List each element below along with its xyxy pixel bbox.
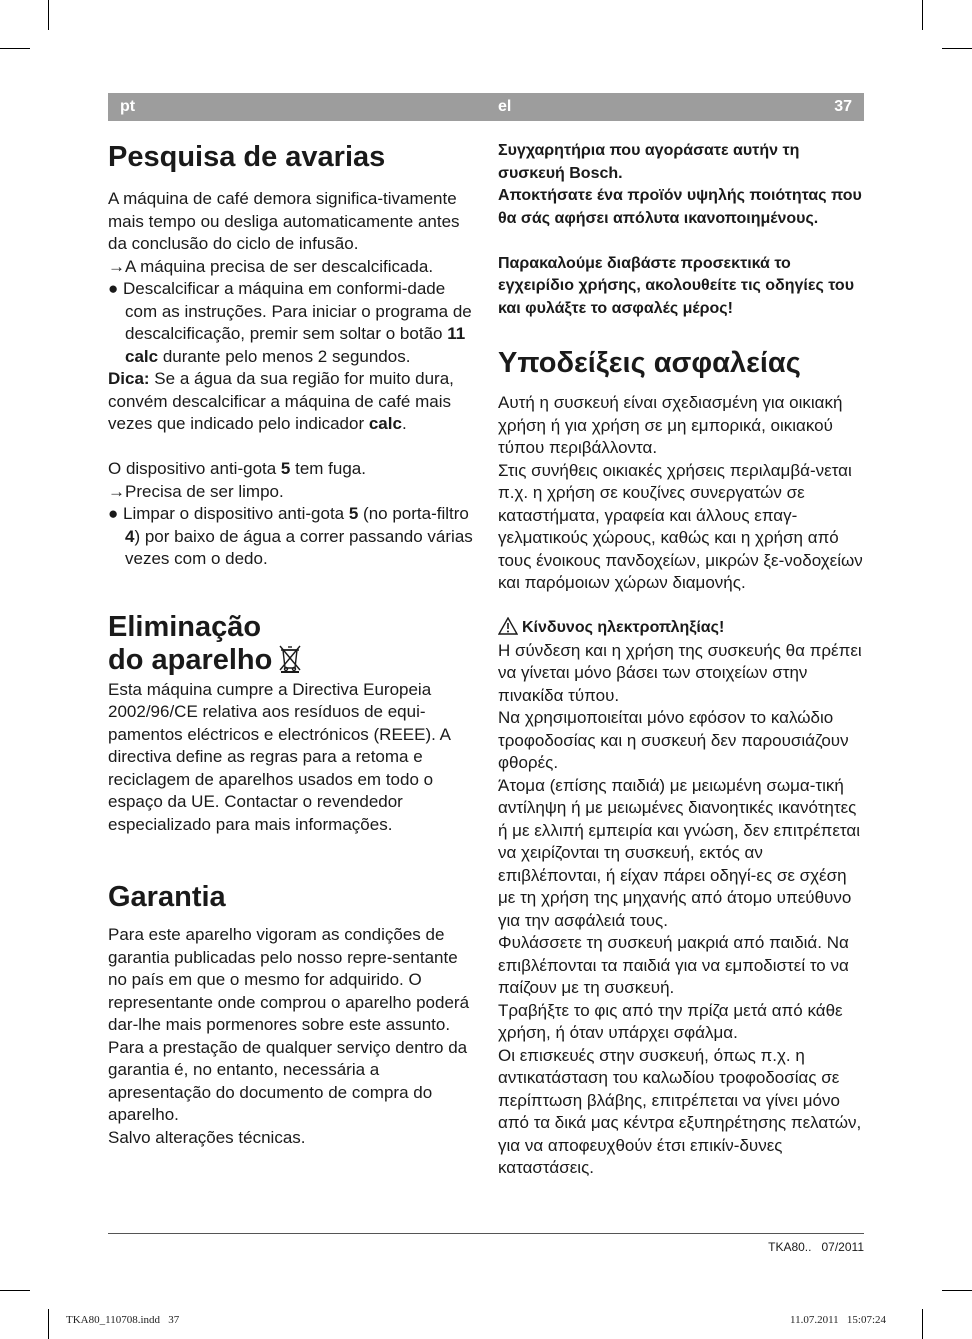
section-title-disposal: Eliminação do aparelho bbox=[108, 612, 478, 676]
language-left: pt bbox=[120, 98, 136, 115]
paragraph: Οι επισκευές στην συσκευή, όπως π.χ. η αντικατάσταση του καλωδίου τροφοδοσίας σε περίπτωση βλάβης, επιτρέπεται να γίνει μόνο από τα δικά μας κέντρα εξυπηρέτησης πελατών, για να αποφευχθούν έτσι επικίν-δυνες καταστάσεις. bbox=[498, 1045, 862, 1177]
paragraph: A máquina de café demora significa-tivamente mais tempo ou desliga automaticamente antes da conclusão do ciclo de infusão. bbox=[108, 189, 460, 253]
bullet-item: ● Descalcificar a máquina em conformi-dade com as instruções. Para iniciar o programa de descalcificação, premir sem soltar o botão 11 calc durante pelo menos 2 segundos. bbox=[108, 279, 472, 366]
section-title-safety: Υποδείξεις ασφαλείας bbox=[498, 347, 801, 379]
paragraph: Esta máquina cumpre a Directiva Europeia 2002/96/CE relativa aos resíduos de equi-pamentos eléctricos e electrónicos (REEE). A directiva define as regras para a retoma e reciclagem de aparelhos usados em todo o espaço da UE. Contactar o revendedor especializado para mais informações. bbox=[108, 679, 451, 834]
warning-title: Κίνδυνος ηλεκτροπληξίας! bbox=[498, 617, 868, 640]
paragraph: Αυτή η συσκευή είναι σχεδιασμένη για οικιακή χρήση ή για χρήση σε μη εμπορικά, οικιακού τύπου περιβάλλοντα. bbox=[498, 393, 843, 457]
right-column bbox=[498, 140, 868, 1180]
warning-triangle-icon bbox=[498, 617, 518, 635]
bullet-item: ● Limpar o dispositivo anti-gota 5 (no porta-filtro 4) por baixo de água a correr passando várias vezes com o dedo. bbox=[108, 504, 473, 568]
paragraph: Να χρησιμοποιείται μόνο εφόσον το καλώδιο τροφοδοσίας και η συσκευή δεν παρουσιάζουν φθορές. bbox=[498, 708, 849, 772]
crop-mark bbox=[942, 48, 972, 49]
paragraph: Η σύνδεση και η χρήση της συσκευής θα πρέπει να γίνεται μόνο βάσει των στοιχείων στην πινακίδα τύπου. bbox=[498, 640, 862, 705]
section-title-warranty: Garantia bbox=[108, 881, 226, 913]
bullet-icon: ● bbox=[108, 504, 123, 523]
arrow-item: →A máquina precisa de ser descalcificada. bbox=[108, 256, 434, 276]
crop-mark bbox=[48, 0, 49, 30]
crop-mark bbox=[0, 48, 30, 49]
print-slug-file: TKA80_110708.indd 37 bbox=[66, 1314, 180, 1326]
paragraph: O dispositivo anti-gota 5 tem fuga. bbox=[108, 459, 366, 478]
crop-mark bbox=[0, 1290, 30, 1291]
crop-mark bbox=[922, 0, 923, 30]
model-code: TKA80.. bbox=[768, 1240, 812, 1254]
paragraph: Άτομα (επίσης παιδιά) με μειωμένη σωμα-τική αντίληψη ή με μειωμένες διανοητικές ικανότητες ή με ελλιπή εμπειρία και γνώση, δεν επιτρέπεται να χειρίζονται τη συσκευή, εκτός αν επιβλέπονται, ή είχαν πάρει οδηγί-ες σε σχέση με τη χρήση της μηχανής από άτομο υπεύθυνο για την ασφάλειά τους. bbox=[498, 775, 860, 930]
edition-date: 07/2011 bbox=[821, 1240, 864, 1254]
paragraph: Salvo alterações técnicas. bbox=[108, 1127, 306, 1147]
arrow-icon: → bbox=[108, 481, 125, 501]
weee-bin-icon bbox=[278, 643, 302, 673]
crop-mark bbox=[922, 1309, 923, 1339]
arrow-item: →Precisa de ser limpo. bbox=[108, 481, 284, 501]
paragraph: Στις συνήθεις οικιακές χρήσεις περιλαμβά-νεται π.χ. η χρήση σε κουζίνες συνεργατών σε καταστήματα, γραφεία και άλλους επαγ-γελματικούς χώρους, καθώς και η χρήση από τους ένοικους πανδοχείων, μικρών ξε-νοδοχείων και παρόμοιων χώρων διαμονής. bbox=[498, 460, 863, 592]
intro-paragraph: Συγχαρητήρια που αγοράσατε αυτήν τη συσκευή Bosch. bbox=[498, 142, 800, 182]
page-number: 37 bbox=[834, 98, 852, 115]
footer-reference bbox=[768, 1240, 864, 1254]
crop-mark bbox=[48, 1309, 49, 1339]
crop-mark bbox=[942, 1290, 972, 1291]
bullet-icon: ● bbox=[108, 279, 123, 298]
intro-paragraph: Αποκτήσατε ένα προϊόν υψηλής ποιότητας που θα σάς αφήσει απόλυτα ικανοποιημένους. bbox=[498, 187, 862, 227]
paragraph: Φυλάσσετε τη συσκευή μακριά από παιδιά. Να επιβλέπονται τα παιδιά για να εμποδιστεί το να παίζουν με τη συσκευή. bbox=[498, 933, 849, 997]
language-right: el bbox=[498, 98, 512, 115]
footer-divider bbox=[108, 1233, 864, 1234]
print-slug-timestamp: 11.07.2011 15:07:24 bbox=[790, 1314, 887, 1326]
left-column bbox=[108, 140, 478, 1149]
tip-paragraph: Dica: Se a água da sua região for muito dura, convém descalcificar a máquina de café mais vezes que indicado pelo indicador calc. bbox=[108, 369, 454, 433]
page-header-bar bbox=[108, 93, 864, 121]
paragraph: Para este aparelho vigoram as condições de garantia publicadas pelo nosso repre-sentante no país em que o mesmo for adquirido. O representante onde comprou o aparelho poderá dar-lhe mais pormenores sobre este assunto. Para a prestação de qualquer serviço dentro da garantia é, no entanto, necessária a apresentação do documento de compra do aparelho. bbox=[108, 925, 470, 1124]
arrow-icon: → bbox=[108, 256, 125, 276]
paragraph: Τραβήξτε το φις από την πρίζα μετά από κάθε χρήση, ή όταν υπάρχει σφάλμα. bbox=[498, 1000, 843, 1042]
section-title-troubleshooting: Pesquisa de avarias bbox=[108, 141, 386, 173]
intro-paragraph: Παρακαλούμε διαβάστε προσεκτικά το εγχειρίδιο χρήσης, ακολουθείτε τις οδηγίες του και φυλάξτε το ασφαλές μέρος! bbox=[498, 254, 855, 317]
